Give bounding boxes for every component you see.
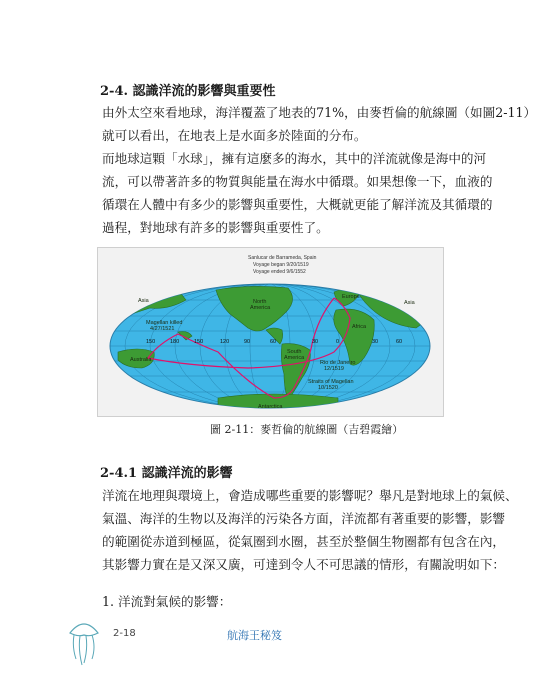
section-paragraph bbox=[102, 484, 518, 576]
label-south-america: America bbox=[284, 355, 305, 361]
paragraph-line: 氣溫、海洋的生物以及海洋的污染各方面，洋流都有著重要的影響，影響 bbox=[102, 511, 505, 526]
label-africa: Africa bbox=[352, 324, 367, 330]
longitude-label: 30 bbox=[372, 339, 379, 345]
list-item: 1. 洋流對氣候的影響： bbox=[102, 594, 232, 609]
section-heading: 2-4.1 認識洋流的影響 bbox=[100, 466, 233, 481]
map-header-line: Voyage ended 9/6/1552 bbox=[253, 269, 306, 275]
page-number: 2-18 bbox=[113, 628, 136, 639]
label-antarctica: Antarctica bbox=[258, 404, 283, 410]
paragraph-line: 循環在人體中有多少的影響與重要性，大概就更能了解洋流及其循環的 bbox=[102, 197, 493, 212]
longitude-label: 150 bbox=[146, 339, 156, 345]
jellyfish-logo-icon bbox=[62, 615, 106, 671]
label-rio-date: 12/1519 bbox=[324, 366, 344, 372]
longitude-label: 0 bbox=[336, 339, 340, 345]
longitude-label: 90 bbox=[244, 339, 251, 345]
figure-caption: 圖 2-11：麥哲倫的航線圖（吉碧霞繪） bbox=[210, 423, 404, 436]
paragraph-line: 的範圍從赤道到極區，從氣圈到水圈，甚至於整個生物圈都有包含在內， bbox=[102, 534, 505, 549]
map-header-line: Voyage began 9/20/1519 bbox=[253, 262, 309, 268]
label-asia-east: Asia bbox=[404, 300, 415, 306]
figure-frame bbox=[97, 247, 444, 417]
label-asia-west: Asia bbox=[138, 298, 149, 304]
map-header-line: Sanlucar de Barrameda, Spain bbox=[248, 255, 317, 261]
magellan-route-map bbox=[98, 248, 443, 416]
label-magellan-killed-date: 4/27/1521 bbox=[150, 326, 175, 332]
longitude-label: 30 bbox=[312, 339, 319, 345]
label-straits: Straits of Magellan bbox=[308, 379, 354, 385]
paragraph-line: 流，可以帶著許多的物質與能量在海水中循環。如果想像一下，血液的 bbox=[102, 174, 493, 189]
paragraph-line: 其影響力實在是又深又廣，可達到令人不可思議的情形，有關說明如下： bbox=[102, 557, 505, 572]
label-north-america: North bbox=[253, 299, 267, 305]
paragraph-line: 由外太空來看地球，海洋覆蓋了地表的71%，由麥哲倫的航線圖（如圖2-11） bbox=[102, 105, 537, 120]
paragraph-line: 過程，對地球有許多的影響與重要性了。 bbox=[102, 220, 329, 235]
longitude-label: 120 bbox=[220, 339, 230, 345]
label-magellan-killed: Magellan killed bbox=[146, 320, 183, 326]
label-australia: Australia bbox=[130, 357, 152, 363]
paragraph-line: 洋流在地理與環境上，會造成哪些重要的影響呢？舉凡是對地球上的氣候、 bbox=[102, 488, 518, 503]
paragraph-line: 就可以看出，在地表上是水面多於陸面的分布。 bbox=[102, 128, 367, 143]
longitude-label: 60 bbox=[270, 339, 277, 345]
label-rio: Rio de Janeiro bbox=[320, 360, 356, 366]
label-south-america: South bbox=[287, 349, 302, 355]
longitude-label: 180 bbox=[170, 339, 180, 345]
section-heading: 2-4. 認識洋流的影響與重要性 bbox=[100, 84, 276, 99]
map-header bbox=[248, 255, 317, 275]
label-north-america: America bbox=[250, 305, 271, 311]
paragraph-line: 而地球這顆「水球」，擁有這麼多的海水，其中的洋流就像是海中的河 bbox=[102, 151, 487, 166]
book-title: 航海王秘笈 bbox=[227, 629, 282, 642]
label-straits-date: 10/1520 bbox=[318, 385, 338, 391]
longitude-label: 60 bbox=[396, 339, 403, 345]
label-europe: Europe bbox=[342, 294, 360, 300]
longitude-label: 150 bbox=[194, 339, 204, 345]
section-paragraph bbox=[102, 101, 537, 239]
